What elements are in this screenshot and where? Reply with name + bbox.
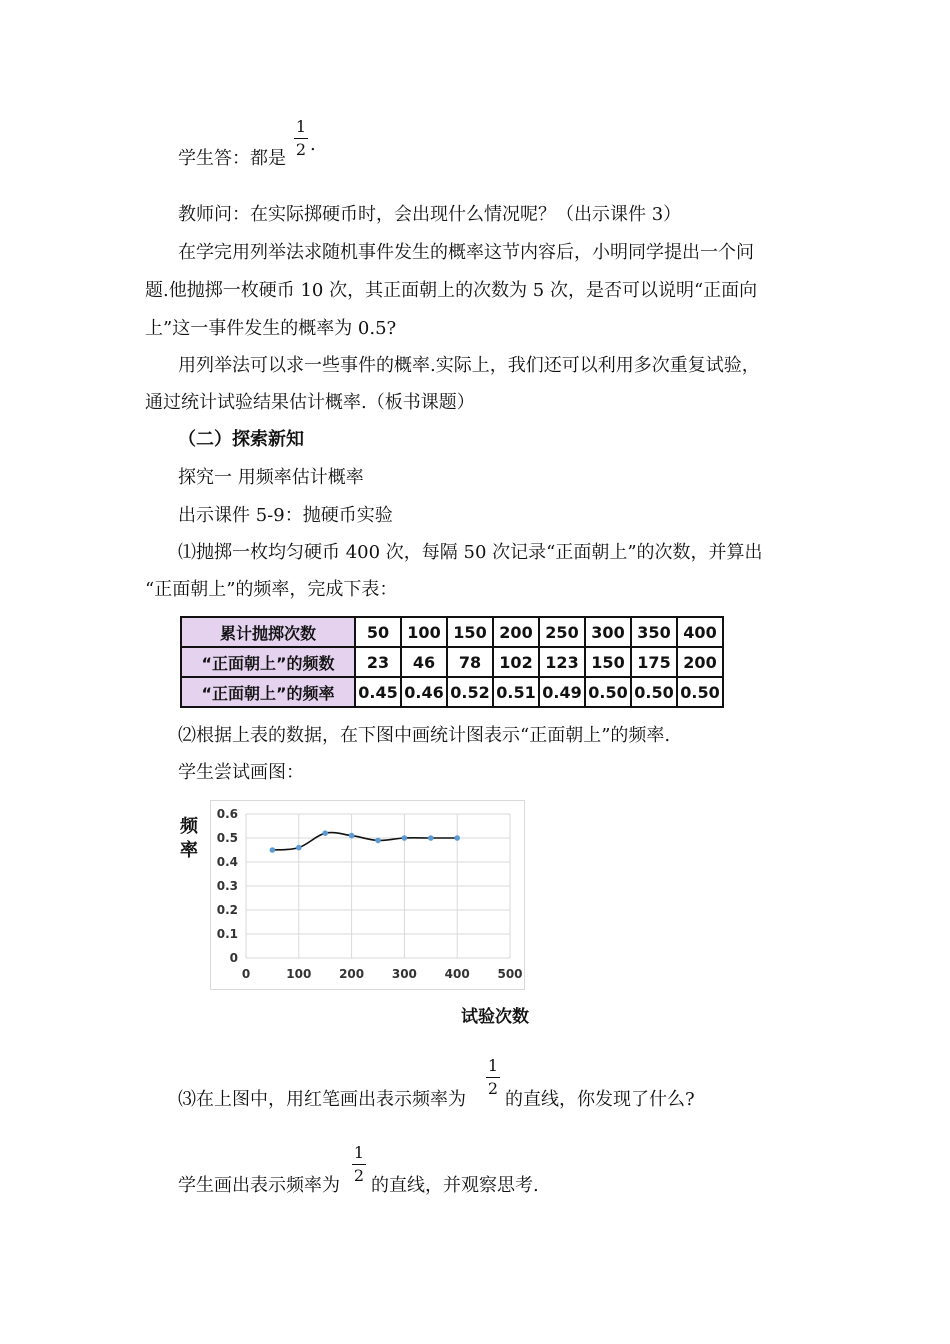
- courseware-note: 出示课件 5-9：抛硬币实验: [178, 505, 393, 526]
- table-cell: 123: [539, 647, 585, 677]
- row-header: “正面朝上”的频数: [181, 647, 355, 677]
- x-tick-label: 300: [391, 967, 417, 981]
- table-cell: 150: [447, 617, 493, 647]
- student-answer-text: 学生答：都是: [178, 148, 286, 169]
- step2-line: ⑵根据上表的数据，在下图中画统计图表示“正面朝上”的频率.: [178, 725, 671, 746]
- paragraph-line: 通过统计试验结果估计概率.（板书课题）: [145, 392, 475, 413]
- table-cell: 0.45: [355, 677, 401, 707]
- table-cell: 350: [631, 617, 677, 647]
- y-tick-label: 0.2: [216, 903, 238, 917]
- table-cell: 300: [585, 617, 631, 647]
- paragraph-line: 用列举法可以求一些事件的概率.实际上，我们还可以利用多次重复试验，: [178, 355, 760, 376]
- table-cell: 175: [631, 647, 677, 677]
- data-point: [402, 835, 408, 841]
- table-cell: 250: [539, 617, 585, 647]
- table-cell: 0.50: [631, 677, 677, 707]
- table-cell: 200: [677, 647, 723, 677]
- paragraph-line: 上”这一事件发生的概率为 0.5?: [145, 318, 397, 339]
- x-tick-label: 100: [286, 967, 312, 981]
- x-tick-label: 400: [444, 967, 470, 981]
- y-axis-label-char: 率: [180, 840, 198, 861]
- table-cell: 0.50: [585, 677, 631, 707]
- y-tick-label: 0: [229, 951, 238, 965]
- table-cell: 200: [493, 617, 539, 647]
- data-point: [375, 838, 381, 844]
- data-point: [270, 847, 276, 853]
- table-cell: 102: [493, 647, 539, 677]
- table-row: [181, 677, 723, 707]
- y-tick-label: 0.3: [216, 879, 238, 893]
- paragraph-line: 题.他抛掷一枚硬币 10 次，其正面朝上的次数为 5 次，是否可以说明“正面向: [145, 280, 758, 301]
- x-tick-label: 500: [497, 967, 523, 981]
- data-point: [454, 835, 460, 841]
- x-axis-label: 试验次数: [461, 1007, 529, 1027]
- data-point: [349, 833, 355, 839]
- step3-text-end: 的直线，你发现了什么?: [505, 1089, 695, 1110]
- y-tick-label: 0.5: [216, 831, 238, 845]
- table-cell: 0.52: [447, 677, 493, 707]
- data-point: [322, 830, 328, 836]
- paragraph-line: 在学完用列举法求随机事件发生的概率这节内容后，小明同学提出一个问: [178, 242, 754, 263]
- table-cell: 0.50: [677, 677, 723, 707]
- table-row: [181, 647, 723, 677]
- row-header: 累计抛掷次数: [181, 617, 355, 647]
- section-title: （二）探索新知: [178, 429, 304, 450]
- period: .: [310, 134, 316, 155]
- last-text: 学生画出表示频率为: [178, 1175, 340, 1196]
- x-tick-label: 0: [241, 967, 251, 981]
- table-cell: 100: [401, 617, 447, 647]
- table-cell: 50: [355, 617, 401, 647]
- fraction-half: 1 2: [487, 1056, 499, 1098]
- y-tick-label: 0.6: [216, 807, 238, 821]
- step3-text: ⑶在上图中，用红笔画出表示频率为: [178, 1089, 466, 1110]
- table-cell: 400: [677, 617, 723, 647]
- step1-line: ⑴抛掷一枚均匀硬币 400 次，每隔 50 次记录“正面朝上”的次数，并算出: [178, 542, 763, 563]
- row-header: “正面朝上”的频率: [181, 677, 355, 707]
- fraction-half: 1 2: [295, 117, 307, 159]
- last-text-end: 的直线，并观察思考.: [371, 1175, 539, 1196]
- chart-border: [211, 801, 525, 990]
- table-cell: 46: [401, 647, 447, 677]
- step1-line: “正面朝上”的频率，完成下表：: [145, 579, 398, 600]
- y-tick-label: 0.1: [216, 927, 238, 941]
- table-cell: 0.49: [539, 677, 585, 707]
- data-point: [428, 835, 434, 841]
- fraction-half: 1 2: [353, 1143, 365, 1185]
- data-point: [296, 845, 302, 851]
- student-try: 学生尝试画图：: [178, 762, 304, 783]
- explore-title: 探究一 用频率估计概率: [178, 467, 364, 488]
- table-cell: 78: [447, 647, 493, 677]
- y-axis-label-char: 频: [180, 816, 198, 837]
- frequency-chart: [210, 800, 530, 992]
- data-table: [180, 616, 724, 708]
- table-cell: 0.51: [493, 677, 539, 707]
- x-tick-label: 200: [339, 967, 365, 981]
- table-cell: 23: [355, 647, 401, 677]
- y-tick-label: 0.4: [216, 855, 238, 869]
- table-cell: 0.46: [401, 677, 447, 707]
- teacher-question: 教师问：在实际掷硬币时，会出现什么情况呢？（出示课件 3）: [178, 204, 682, 225]
- table-row: [181, 617, 723, 647]
- table-cell: 150: [585, 647, 631, 677]
